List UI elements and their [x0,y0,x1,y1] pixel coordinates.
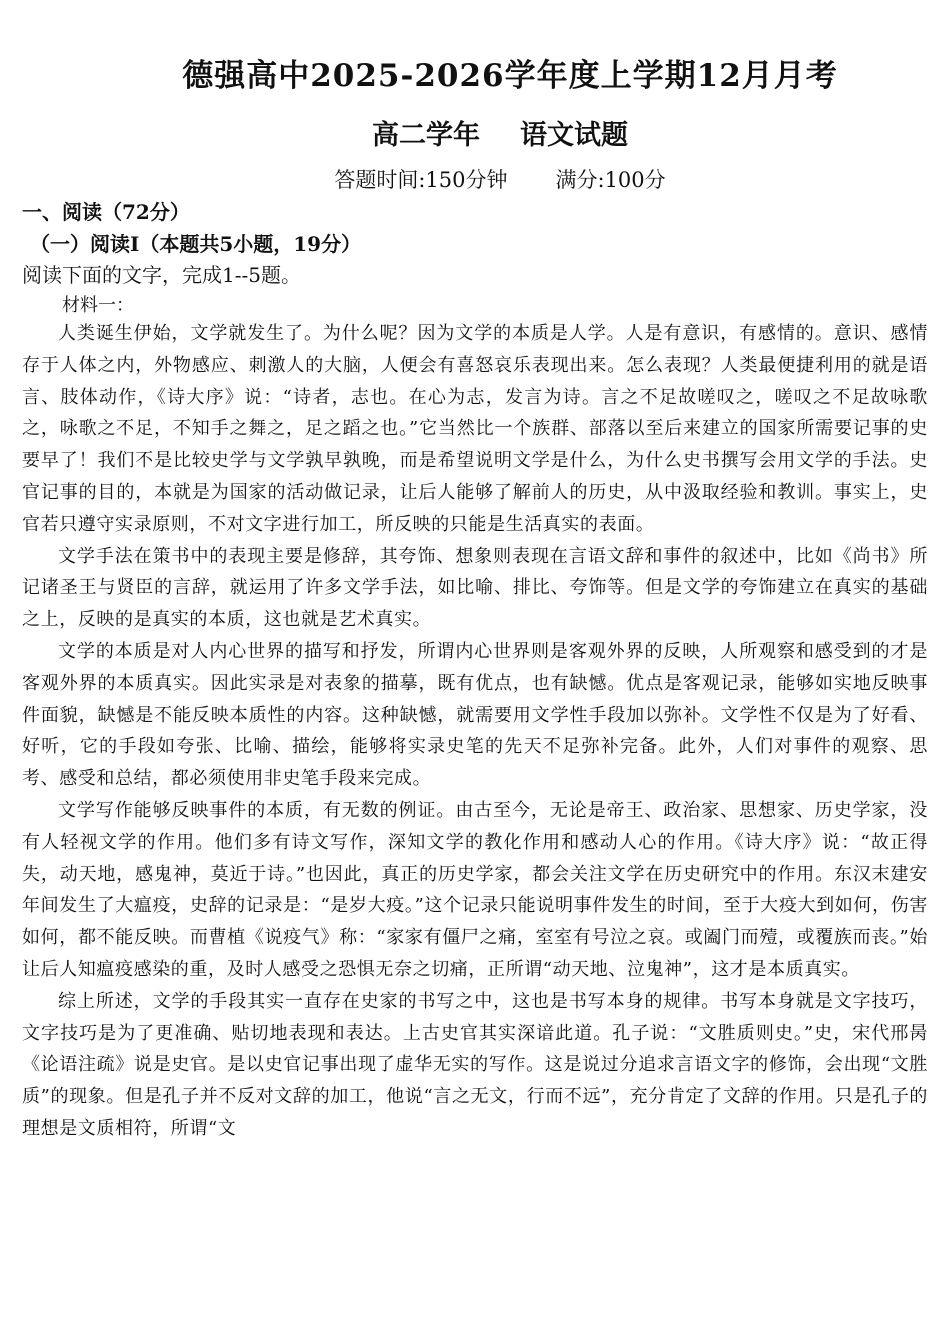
paragraph: 文学手法在策书中的表现主要是修辞，其夸饰、想象则表现在言语文辞和事件的叙述中，比如《尚书》所记诸圣王与贤臣的言辞，就运用了许多文学手法，如比喻、排比、夸饰等。但是文学的夸饰建立在真实的基础之上，反映的是真实的本质，这也就是艺术真实。 [22,545,928,631]
paragraph: 文学写作能够反映事件的本质，有无数的例证。由古至今，无论是帝王、政治家、思想家、历史学家，没有人轻视文学的作用。他们多有诗文写作，深知文学的教化作用和感动人心的作用。《诗大序》说：“故正得失，动天地，感鬼神，莫近于诗。”也因此，真正的历史学家，都会关注文学在历史研究中的作用。东汉末建安年间发生了大瘟疫，史辞的记录是：“是岁大疫。”这个记录只能说明事件发生的时间，至于大疫大到如何，伤害如何，都不能反映。而曹植《说疫气》称：“家家有僵尸之痛，室室有号泣之哀。或阖门而殪，或覆族而丧。”始让后人知瘟疫感染的重，及时人感受之恐惧无奈之切痛，正所谓“动天地、泣鬼神”，这才是本质真实。 [22,799,928,980]
paragraph: 文学的本质是对人内心世界的描写和抒发，所谓内心世界则是客观外界的反映，人所观察和感受到的才是客观外界的本质真实。因此实录是对表象的描摹，既有优点，也有缺憾。优点是客观记录，能够如实地反映事件面貌，缺憾是不能反映本质性的内容。这种缺憾，就需要用文学性手段加以弥补。文学性不仅是为了好看、好听，它的手段如夸张、比喻、描绘，能够将实录史笔的先天不足弥补完备。此外，人们对事件的观察、思考、感受和总结，都必须使用非史笔手段来完成。 [22,640,928,790]
subject-label: 语文试题 [520,120,628,151]
reading-passage [22,318,928,1145]
full-score: 满分:100分 [555,168,666,192]
paragraph: 综上所述，文学的手段其实一直存在史家的书写之中，这也是书写本身的规律。书写本身就是文字技巧，文字技巧是为了更准确、贴切地表现和表达。上古史官其实深谙此道。孔子说：“文胜质则史。”史，宋代邢昺《论语注疏》说是史官。是以史官记事出现了虚华无实的写作。这是说过分追求言语文字的修饰，会出现“文胜质”的现象。但是孔子并不反对文辞的加工，他说“言之无文，行而不远”，充分肯定了文辞的作用。只是孔子的理想是文质相符，所谓“文 [22,990,928,1139]
section-heading: 一、阅读（72分） [22,200,190,224]
instruction-text: 阅读下面的文字，完成1--5题。 [22,263,301,287]
time-limit: 答题时间:150分钟 [334,168,508,192]
paragraph: 人类诞生伊始，文学就发生了。为什么呢？因为文学的本质是人学。人是有意识，有感情的。意识、感情存于人体之内，外物感应、刺激人的大脑，人便会有喜怒哀乐表现出来。怎么表现？人类最便捷利用的就是语言、肢体动作，《诗大序》说：“诗者，志也。在心为志，发言为诗。言之不足故嗟叹之，嗟叹之不足故咏歌之，咏歌之不足，不知手之舞之，足之蹈之也。”它当然比一个族群、部落以至后来建立的国家所需要记事的史要早了！我们不是比较史学与文学孰早孰晚，而是希望说明文学是什么，为什么史书撰写会用文学的手法。史官记事的目的，本就是为国家的活动做记录，让后人能够了解前人的历史，从中汲取经验和教训。事实上，史官若只遵守实录原则，不对文字进行加工，所反映的只能是生活真实的表面。 [22,323,928,535]
exam-time-info [0,164,950,194]
grade-label: 高二学年 [372,120,480,151]
material-label: 材料一： [62,295,134,316]
section-subheading: （一）阅读Ⅰ（本题共5小题，19分） [30,232,362,256]
exam-subtitle [0,113,950,152]
exam-title: 德强高中2025-2026学年度上学期12月月考 [182,58,838,94]
